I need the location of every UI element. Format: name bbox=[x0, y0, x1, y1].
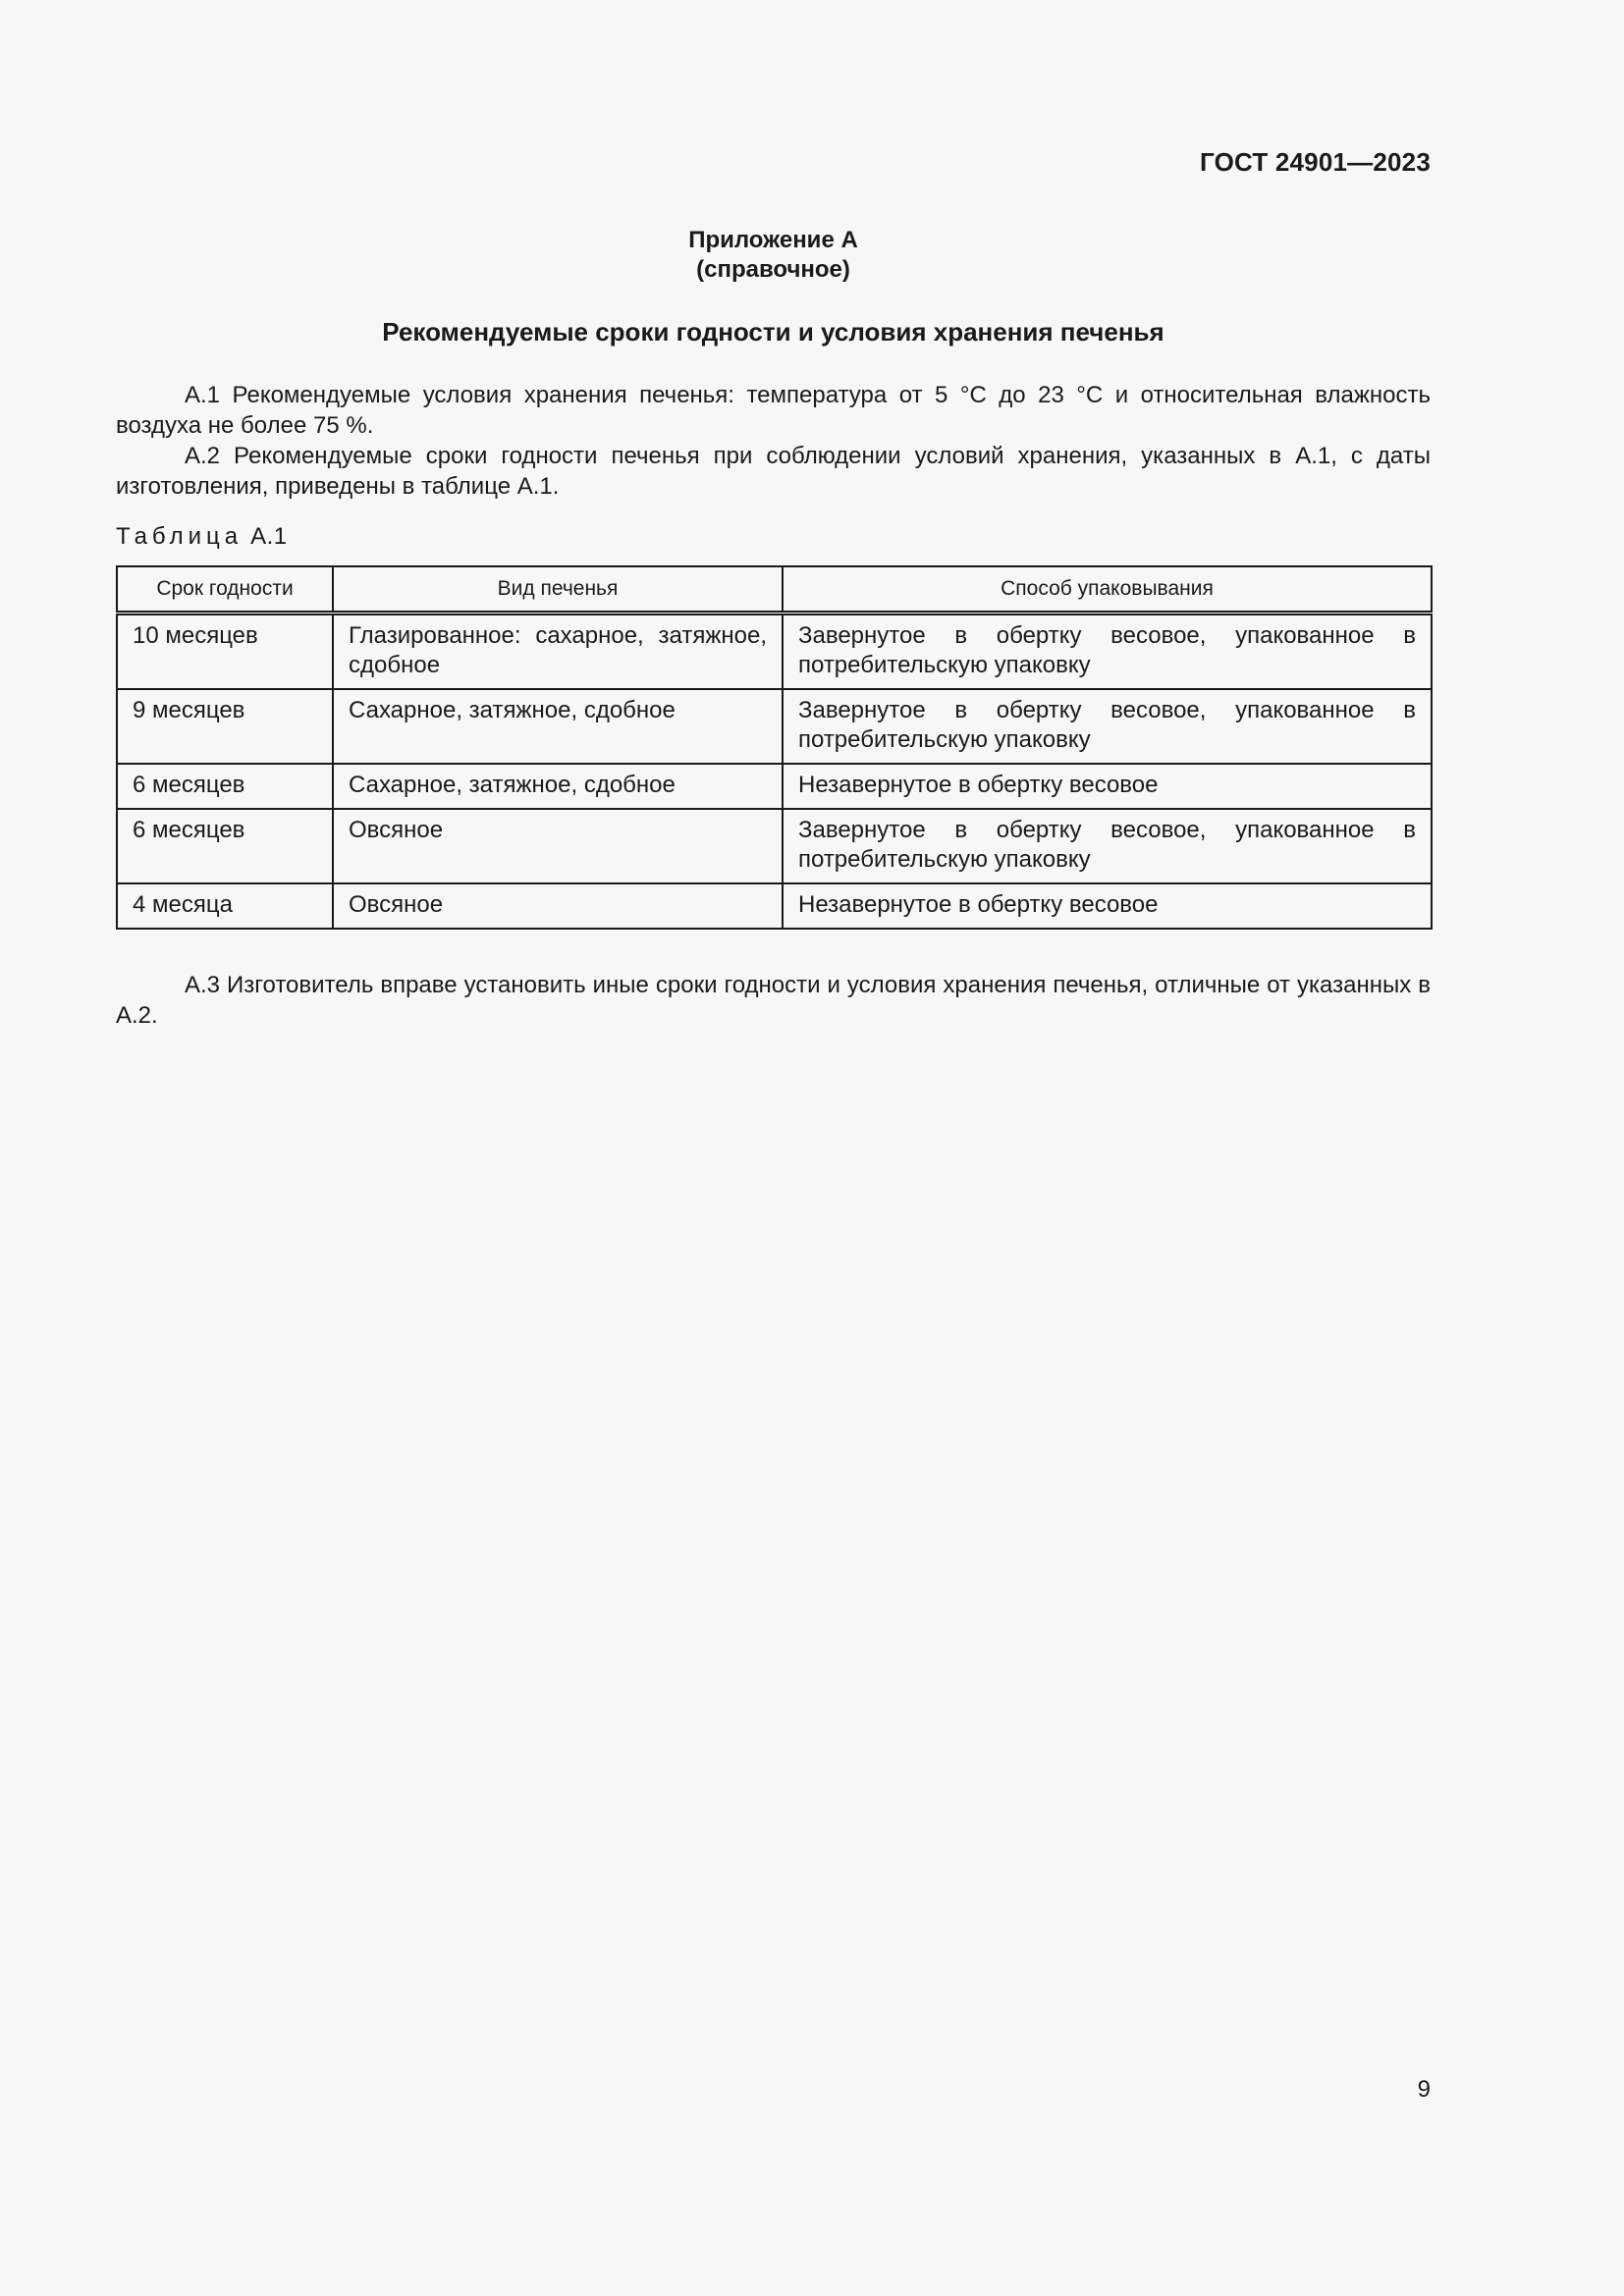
paragraph-a1: А.1 Рекомендуемые условия хранения печенья: температура от 5 °С до 23 °С и относительная влажность воздуха не более 75 %. bbox=[116, 382, 1431, 439]
appendix-subtitle: (справочное) bbox=[696, 256, 850, 283]
cell-cookie-type: Сахарное, затяжное, сдобное bbox=[333, 689, 783, 764]
cell-shelf-life: 6 месяцев bbox=[117, 764, 333, 809]
cell-shelf-life: 4 месяца bbox=[117, 883, 333, 929]
appendix-heading bbox=[0, 226, 1546, 285]
cell-cookie-type: Овсяное bbox=[333, 883, 783, 929]
page-number: 9 bbox=[1417, 2076, 1431, 2103]
cell-packaging-method: Незавернутое в обертку весовое bbox=[783, 883, 1432, 929]
section-title: Рекомендуемые сроки годности и условия хранения печенья bbox=[382, 317, 1164, 347]
cell-packaging-method: Незавернутое в обертку весовое bbox=[783, 764, 1432, 809]
cell-packaging-method: Завернутое в обертку весовое, упакованное в потребительскую упаковку bbox=[783, 689, 1432, 764]
table-row bbox=[117, 689, 1432, 764]
table-caption bbox=[116, 523, 288, 551]
table-header-row bbox=[117, 566, 1432, 614]
cell-shelf-life: 9 месяцев bbox=[117, 689, 333, 764]
cell-shelf-life: 10 месяцев bbox=[117, 614, 333, 690]
table-row bbox=[117, 809, 1432, 883]
header-shelf-life: Срок годности bbox=[117, 566, 333, 614]
paragraph-a2: А.2 Рекомендуемые сроки годности печенья при соблюдении условий хранения, указанных в А.1, с даты изготовления, приведены в таблице А.1. bbox=[116, 443, 1431, 500]
table-row bbox=[117, 614, 1432, 690]
cell-cookie-type: Овсяное bbox=[333, 809, 783, 883]
cell-cookie-type: Глазированное: сахарное, затяжное, сдобное bbox=[333, 614, 783, 690]
table-row bbox=[117, 764, 1432, 809]
document-code: ГОСТ 24901—2023 bbox=[1200, 147, 1431, 177]
header-packaging-method: Способ упаковывания bbox=[783, 566, 1432, 614]
paragraph-a3: А.3 Изготовитель вправе установить иные сроки годности и условия хранения печенья, отличные от указанных в А.2. bbox=[116, 972, 1431, 1029]
table-row bbox=[117, 883, 1432, 929]
appendix-title: Приложение А bbox=[688, 227, 858, 253]
cell-packaging-method: Завернутое в обертку весовое, упакованное в потребительскую упаковку bbox=[783, 809, 1432, 883]
table-caption-number: А.1 bbox=[250, 523, 288, 550]
header-cookie-type: Вид печенья bbox=[333, 566, 783, 614]
cell-cookie-type: Сахарное, затяжное, сдобное bbox=[333, 764, 783, 809]
table-caption-word: Таблица bbox=[116, 523, 244, 550]
cell-packaging-method: Завернутое в обертку весовое, упакованное в потребительскую упаковку bbox=[783, 614, 1432, 690]
cell-shelf-life: 6 месяцев bbox=[117, 809, 333, 883]
shelf-life-table bbox=[116, 565, 1433, 930]
